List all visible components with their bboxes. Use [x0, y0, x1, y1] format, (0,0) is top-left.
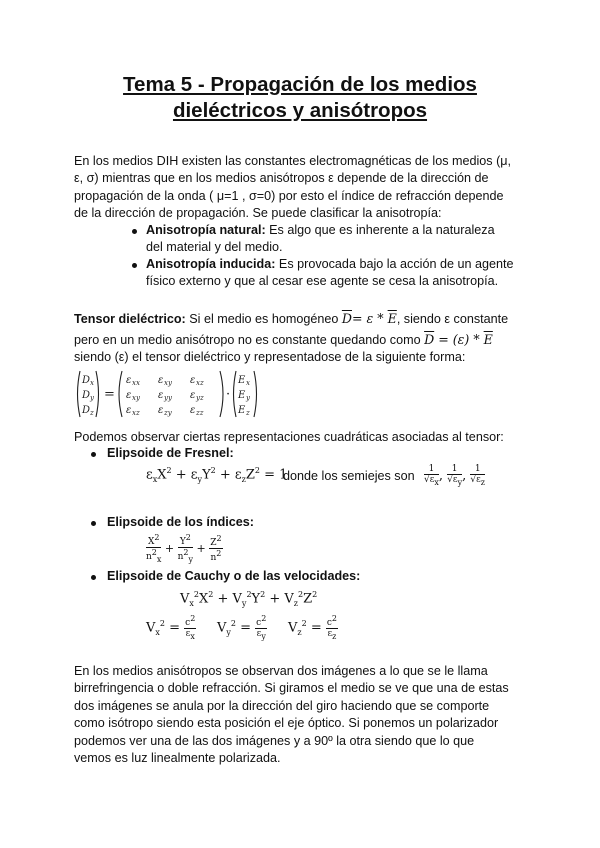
svg-text:xy: xy: [164, 379, 172, 387]
tensor-line-3: siendo (ε) el tensor dieléctrico y representadose de la siguiente forma:: [74, 350, 466, 364]
svg-text:ε: ε: [126, 375, 132, 386]
bullet-dot: [132, 229, 137, 234]
svg-text:E: E: [238, 405, 246, 416]
page-title-line-1: Tema 5 - Propagación de los medios: [123, 73, 477, 96]
svg-text:y: y: [246, 394, 250, 402]
bullet-dot: [91, 452, 96, 457]
intro-line-4: de la dirección de propagación. Se puede clasificar la anisotropía:: [74, 206, 442, 220]
svg-text:xy: xy: [132, 394, 140, 402]
svg-text:zy: zy: [164, 409, 172, 417]
quadratic-intro: Podemos observar ciertas representaciones cuadráticas asociadas al tensor:: [74, 430, 504, 444]
cauchy-equation: $V_x^2X^2 + V_y^2Y^2 + V_z^2Z^2$: [180, 590, 318, 608]
svg-text:E: E: [238, 375, 246, 386]
bullet-inducida: Anisotropía inducida: Es provocada bajo la acción de un agente: [146, 257, 514, 271]
cauchy-velocities: $V_x^2$ = $\frac{c^2}{\varepsilon_x}$ $V_y^2$ = $\frac{c^2}{\varepsilon_y}$ $V_z^2$ = $\frac{c^2}{\varepsilon_z}$: [146, 614, 337, 641]
indices-heading: Elipsoide de los índices:: [107, 515, 254, 529]
svg-text:zz: zz: [196, 409, 204, 417]
fresnel-heading: Elipsoide de Fresnel:: [107, 446, 234, 460]
closing-line-3: dos imágenes se anula por la dirección del giro haciendo que se comporte: [74, 699, 490, 713]
intro-line-2: ε, σ) mientras que en los medios anisótropos ε depende de la dirección de: [74, 171, 489, 185]
svg-text:ε: ε: [126, 405, 132, 416]
indices-equation: $\frac{X^2}{n^2_x}$ + $\frac{Y^2}{n^2_y}$ + $\frac{Z^2}{n^2}$: [146, 533, 222, 564]
svg-text:ε: ε: [190, 405, 196, 416]
page-title-line-2: dieléctricos y anisótropos: [172, 99, 428, 122]
svg-text:y: y: [90, 394, 94, 402]
svg-text:·: ·: [226, 387, 231, 402]
closing-line-6: vemos es luz linealmente polarizada.: [74, 751, 281, 765]
svg-text:x: x: [90, 379, 94, 387]
matrix-Dx: D: [82, 375, 91, 386]
intro-line-1: En los medios DIH existen las constantes electromagnéticas de los medios (μ,: [74, 154, 512, 168]
svg-text:z: z: [246, 409, 250, 417]
tensor-matrix-equation: [74, 368, 294, 420]
svg-text:z: z: [90, 409, 94, 417]
cauchy-heading: Elipsoide de Cauchy o de las velocidades:: [107, 569, 361, 583]
svg-text:ε: ε: [190, 375, 196, 386]
fresnel-text: donde los semiejes son: [283, 469, 415, 483]
intro-line-3: propagación de la onda ( μ=1 , σ=0) por esto el índice de refracción depende: [74, 189, 504, 203]
matrix-Dy: D: [82, 390, 91, 401]
svg-text:E: E: [238, 390, 246, 401]
svg-text:ε: ε: [126, 390, 132, 401]
svg-text:ε: ε: [158, 375, 164, 386]
tensor-line-2: pero en un medio anisótropo no es constante quedando como $\overline{D} = (\varepsilon) * \overline{E}$: [74, 332, 493, 347]
bullet-dot: [91, 521, 96, 526]
svg-text:ε: ε: [158, 390, 164, 401]
closing-line-1: En los medios anisótropos se observan dos imágenes a lo que se le llama: [74, 664, 488, 678]
tensor-line-1: Tensor dieléctrico: Si el medio es homogéneo $\overline{D}= \varepsilon * \overline{E}$, siendo ε constante: [74, 311, 509, 326]
closing-line-2: birrefringencia o doble refracción. Si giramos el medio se ve que una de estas: [74, 681, 509, 695]
svg-text:=: =: [104, 387, 115, 402]
closing-line-4: como isótropo siendo esta posición el eje óptico. Si ponemos un polarizador: [74, 716, 499, 730]
svg-text:ε: ε: [190, 390, 196, 401]
bullet-dot: [132, 263, 137, 268]
svg-text:yz: yz: [196, 394, 204, 402]
bullet-natural: Anisotropía natural: Es algo que es inherente a la naturaleza: [146, 223, 495, 237]
svg-text:yy: yy: [164, 394, 172, 402]
bullet-dot: [91, 575, 96, 580]
fresnel-equation: $\varepsilon_xX^2 + \varepsilon_yY^2 + \varepsilon_zZ^2 = 1$: [146, 466, 288, 484]
bullet-inducida-cont: físico externo y que al cesar ese agente se cesa la anisotropía.: [146, 274, 499, 288]
closing-line-5: podemos ver una de las dos imágenes y a 90º la otra siendo que lo que: [74, 734, 475, 748]
fresnel-semiaxes: $\frac{1}{√\varepsilon_x}$ , $\frac{1}{√\varepsilon_y}$ , $\frac{1}{√\varepsilon_z}$: [424, 464, 486, 487]
svg-text:ε: ε: [158, 405, 164, 416]
bullet-natural-cont: del material y del medio.: [146, 240, 283, 254]
svg-text:xz: xz: [132, 409, 140, 417]
svg-text:xx: xx: [132, 379, 140, 387]
svg-text:x: x: [246, 379, 250, 387]
matrix-Dz: D: [82, 405, 91, 416]
svg-text:xz: xz: [196, 379, 204, 387]
